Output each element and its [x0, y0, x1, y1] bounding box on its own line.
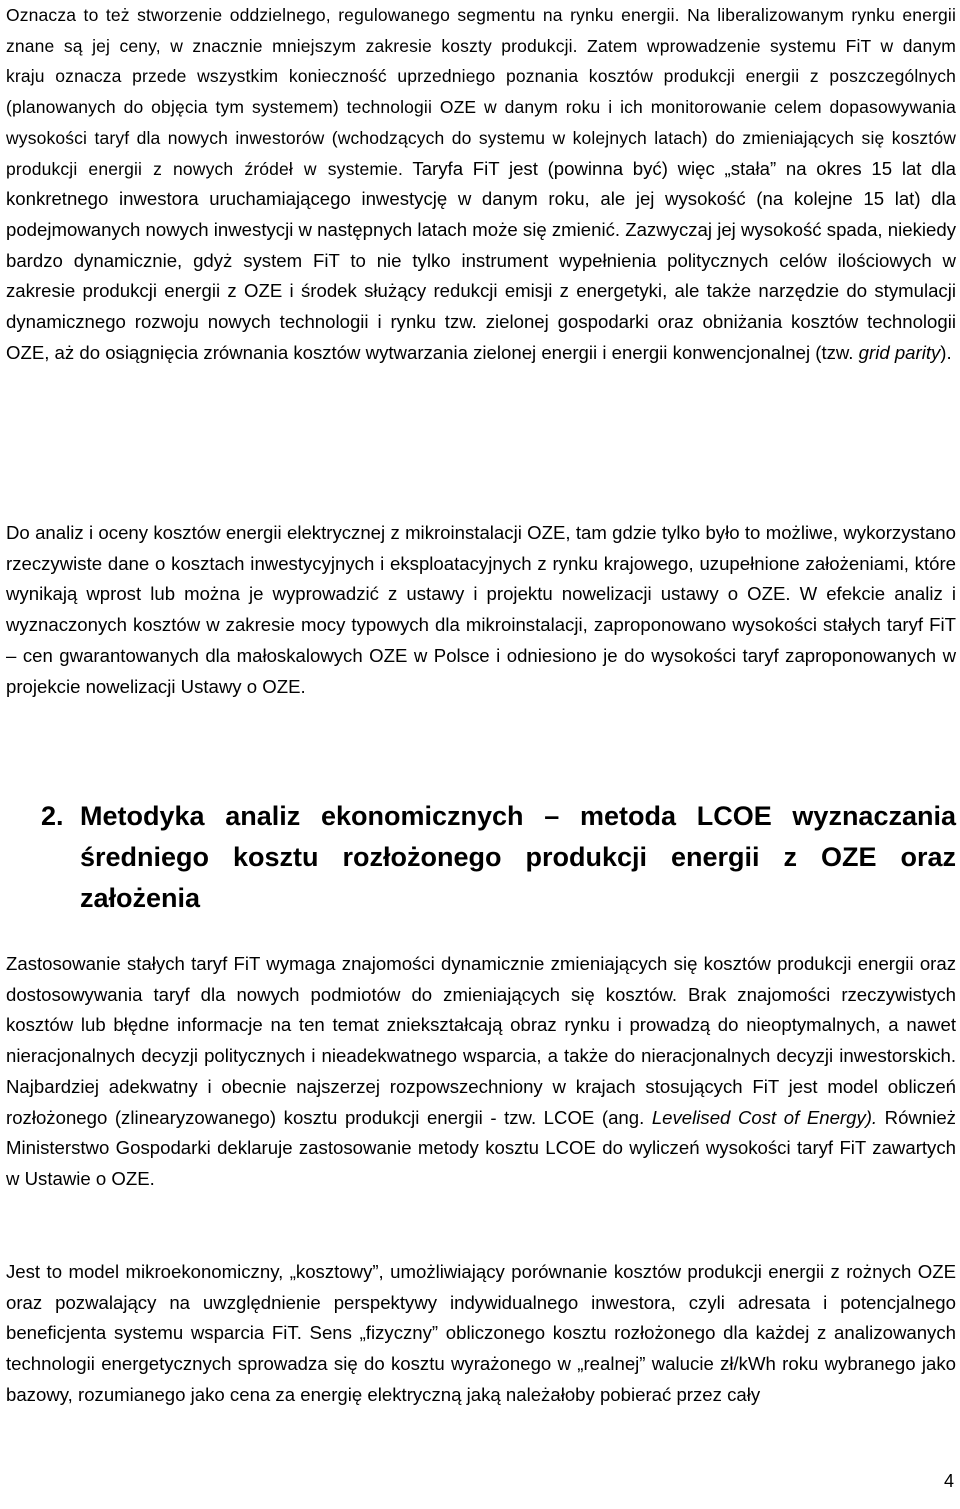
section-title: Metodyka analiz ekonomicznych – metoda LCOE wyznaczania średniego kosztu rozłożonego produkcji energii z OZE oraz założenia [80, 801, 956, 913]
paragraph-text: Oznacza to też stworzenie oddzielnego, regulowanego segmentu na rynku energii. Na liberalizowanym rynku energii znane są jej ceny, w znacznie mniejszym zakresie koszty produkcji. Zatem wprowadzenie systemu FiT w danym kraju oznacza przede wszystkim konieczność uprzedniego poznania kosztów produkcji energii z poszczególnych (planowanych do objęcia tym systemem) technologii OZE w danym roku i ich monitorowanie celem dopasowywania wysokości taryf dla nowych inwestorów (wchodzących do systemu w kolejnych latach) do zmieniających się kosztów produkcji energii z nowych źródeł w systemie. [6, 5, 956, 179]
paragraph-text: Również Ministerstwo Gospodarki deklaruje zastosowanie metody kosztu LCOE do wyliczeń wysokości taryf FiT zawartych w Ustawie o OZE. [6, 1106, 956, 1189]
section-heading [41, 796, 956, 919]
paragraph-analysis-data: Do analiz i oceny kosztów energii elektrycznej z mikroinstalacji OZE, tam gdzie tylko było to możliwe, wykorzystano rzeczywiste dane o kosztach inwestycyjnych i eksploatacyjnych z rynku krajowego, uzupełnione założeniami, które wynikają wprost lub można je wyprowadzić z ustawy i projektu nowelizacji ustawy o OZE. W efekcie analiz i wyznaczonych kosztów w zakresie mocy typowych dla mikroinstalacji, zaproponowano wysokości stałych taryf FiT – cen gwarantowanych dla małoskalowych OZE w Polsce i odniesiono je do wysokości taryf zaproponowanych w projekcie nowelizacji Ustawy o OZE. [6, 522, 956, 697]
paragraph-text: Taryfa FiT jest (powinna być) więc „stała” na okres 15 lat dla konkretnego inwestora uruchamiającego inwestycję w danym roku, ale jej wysokość (na kolejne 15 lat) dla podejmowanych nowych inwestycji w następnych latach może się zmienić. Zazwyczaj jej wysokość spada, niekiedy bardzo dynamicznie, gdyż system FiT to nie tylko instrument wypełnienia politycznych celów ilościowych w zakresie produkcji energii z OZE i środek służący redukcji emisji z energetyki, ale także narzędzie do stymulacji dynamicznego rozwoju nowych technologii i rynku tzw. zielonej gospodarki oraz obniżania kosztów technologii OZE, aż do osiągnięcia zrównania kosztów wytwarzania zielonej energii i energii konwencjonalnej (tzw. [6, 157, 956, 363]
paragraph-fit-tariffs [6, 0, 956, 368]
paragraph-text: ). [940, 341, 952, 363]
paragraph-text: Zastosowanie stałych taryf FiT wymaga znajomości dynamicznie zmieniających się kosztów produkcji energii oraz dostosowywania taryf dla nowych podmiotów do zmieniających się kosztów. Brak znajomości rzeczywistych kosztów lub błędne informacje na ten temat zniekształcają obraz rynku i prowadzą do nieoptymalnych, a nawet nieracjonalnych decyzji politycznych i nieadekwatnego wsparcia, a także do nieracjonalnych decyzji inwestorskich. Najbardziej adekwatny i obecnie najszerzej rozpowszechniony w krajach stosujących FiT jest model obliczeń rozłożonego (zlinearyzowanego) kosztu produkcji energii - tzw. LCOE (ang. [6, 953, 956, 1128]
italic-term: grid parity [858, 341, 941, 363]
section-number: 2. [41, 801, 64, 831]
page-number: 4 [943, 1471, 954, 1491]
paragraph-microeconomic-model: Jest to model mikroekonomiczny, „kosztowy”, umożliwiający porównanie kosztów produkcji energii z rożnych OZE oraz pozwalający na uwzględnienie perspektywy indywidualnego inwestora, czyli adresata i potencjalnego beneficjenta systemu wsparcia FiT. Sens „fizyczny” obliczonego kosztu rozłożonego dla każdej z analizowanych technologii energetycznych sprowadza się do kosztu wyrażonego w „realnej” walucie zł/kWh roku wybranego jako bazowy, rozumianego jako cena za energię elektryczną jaką należałoby pobierać przez cały [6, 1261, 956, 1405]
italic-term: Levelised Cost of Energy). [651, 1106, 878, 1128]
paragraph-lcoe-intro [6, 949, 956, 1195]
